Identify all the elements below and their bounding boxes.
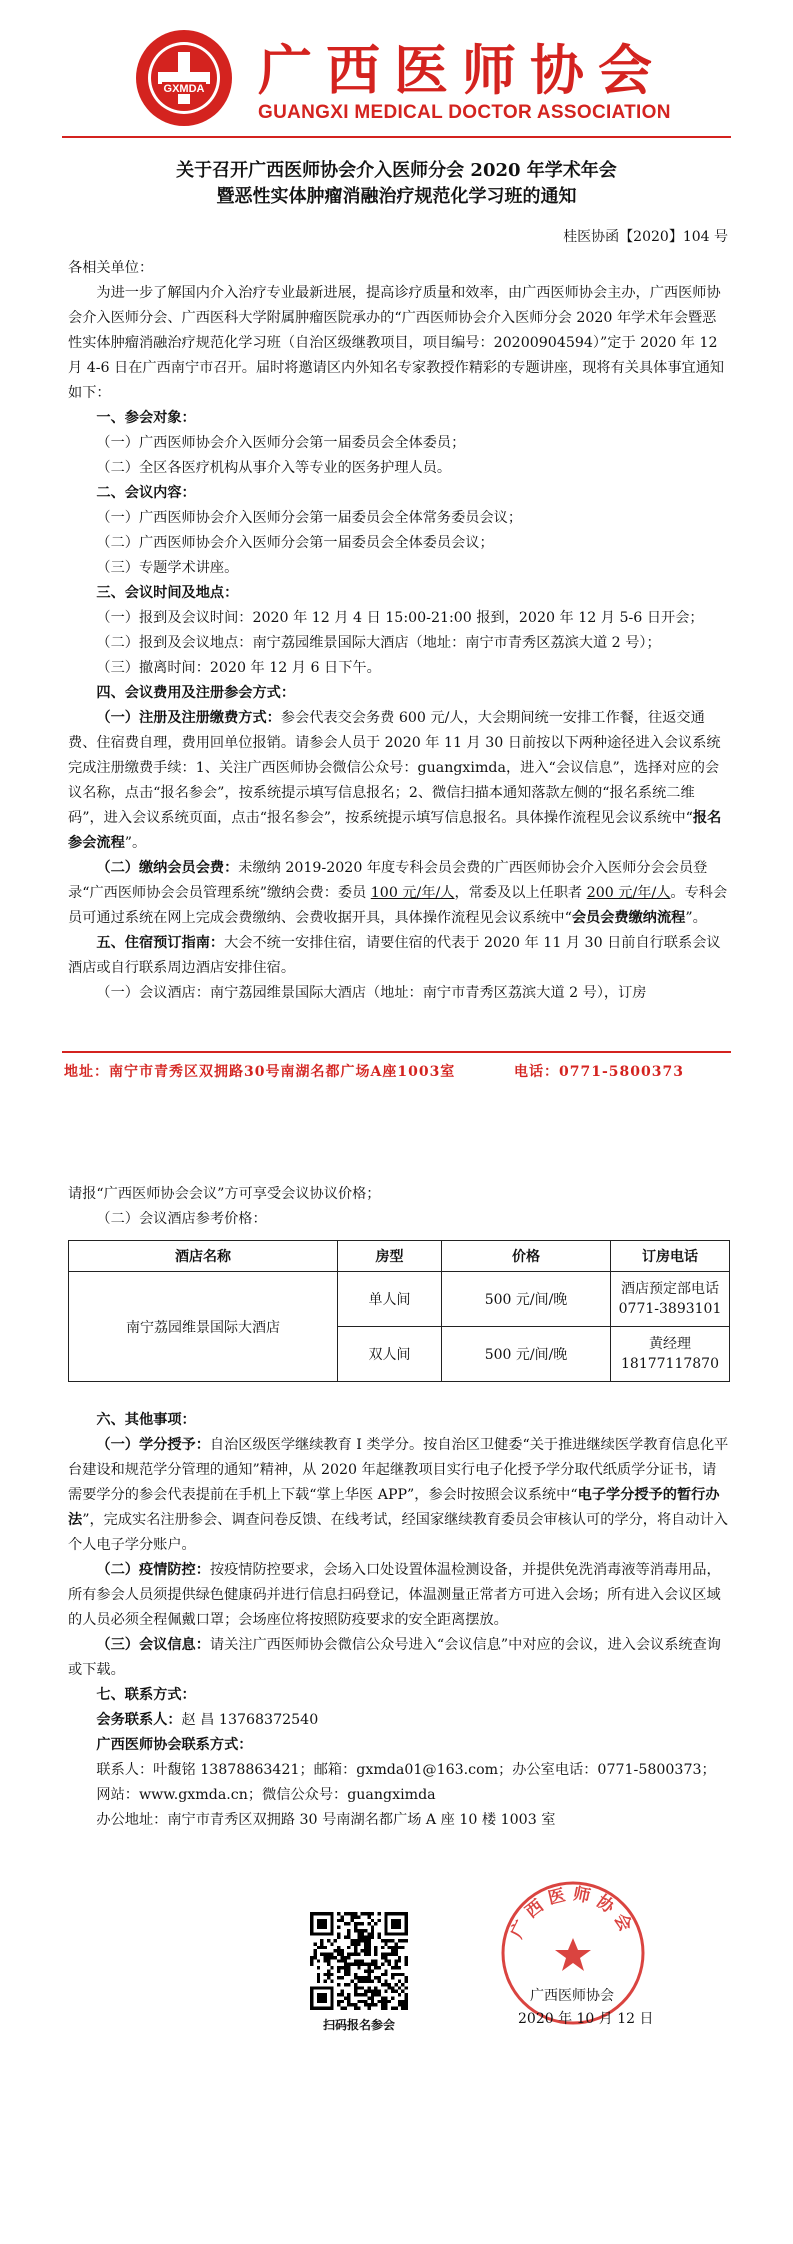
signature-org: 广西医师协会: [530, 1988, 614, 2004]
section-heading: 七、联系方式：: [96, 1687, 196, 1703]
membership-fee-paragraph: （二）缴纳会员会费：未缴纳 2019-2020 年度专科会员会费的广西医师协会介入医师分会会员登录“广西医师协会会员管理系统”缴纳会费：委员 100 元/年/人，常委及以上任职者 200 元/年/人。专科会员可通过系统在网上完成会费缴纳、会费收据开具，具体操作流程见会议系统中“会员会费缴纳流程”。: [68, 860, 728, 926]
hotel-price-table: [68, 1240, 730, 1382]
continued-text: 请报“广西医师协会会议”方可享受会议协议价格；: [68, 1186, 381, 1202]
meeting-info-paragraph: （三）会议信息：请关注广西医师协会微信公众号进入“会议信息”中对应的会议，进入会议系统查询或下载。: [68, 1637, 721, 1678]
accommodation-paragraph: 五、住宿预订指南：大会不统一安排住宿，请要住宿的代表于 2020 年 11 月 30 日前自行联系会议酒店或自行联系周边酒店安排住宿。: [68, 935, 721, 976]
section-heading: 六、其他事项：: [96, 1412, 196, 1428]
contact-line: 联系人：叶馥铭 13878863421；邮箱：gxmda01@163.com；办公室电话：0771-5800373；: [96, 1762, 716, 1778]
page-footer: [62, 1051, 731, 1087]
doc-title-line2: 暨恶性实体肿瘤消融治疗规范化学习班的通知: [216, 186, 577, 207]
list-item: （一）报到及会议时间：2020 年 12 月 4 日 15:00-21:00 报到，2020 年 12 月 5-6 日开会；: [96, 610, 704, 626]
contact-subheading: 广西医师协会联系方式：: [96, 1737, 253, 1753]
org-name-cn: 广西医师协会: [258, 38, 666, 102]
table-header-row: [69, 1241, 730, 1272]
paragraph-lead: （一）注册及注册缴费方式：: [96, 710, 281, 726]
list-item: （二）广西医师协会介入医师分会第一届委员会全体委员会议；: [96, 535, 494, 551]
list-item: （二）报到及会议地点：南宁荔园维景国际大酒店（地址：南宁市青秀区荔滨大道 2 号）；: [96, 635, 661, 651]
contact-line: 网站：www.gxmda.cn；微信公众号：guangximda: [96, 1787, 436, 1803]
seal-text: 广西医师协会: [507, 1884, 639, 1942]
list-item: （三）撤离时间：2020 年 12 月 6 日下午。: [96, 660, 381, 676]
paragraph-lead: 五、住宿预订指南：: [96, 935, 225, 951]
signature-date: 2020 年 10 月 12 日: [518, 2011, 654, 2027]
list-item: （二）全区各医疗机构从事介入等专业的医务护理人员。: [96, 460, 452, 476]
logo-text: GXMDA: [163, 83, 205, 95]
doc-number: 桂医协函【2020】104 号: [563, 229, 728, 245]
list-item: （三）专题学术讲座。: [96, 560, 239, 576]
list-item: （一）会议酒店：南宁荔园维景国际大酒店（地址：南宁市青秀区荔滨大道 2 号），订房: [96, 985, 647, 1001]
column-header: 价格: [442, 1241, 611, 1272]
notice-body-part3: [68, 1408, 730, 1833]
doc-title-line1: 关于召开广西医师协会介入医师分会 2020 年学术年会: [176, 160, 617, 181]
org-name-en: GUANGXI MEDICAL DOCTOR ASSOCIATION: [258, 102, 671, 123]
column-header: 酒店名称: [69, 1241, 338, 1272]
price-cell: 500 元/间/晚: [442, 1327, 611, 1382]
notice-body-part2: [68, 1182, 730, 1232]
phone-cell: 酒店预定部电话 0771-3893101: [611, 1272, 730, 1327]
column-header: 订房电话: [611, 1241, 730, 1272]
paragraph-lead: （二）疫情防控：: [96, 1562, 210, 1578]
registration-qr-code[interactable]: [310, 1912, 408, 2010]
list-item: （二）会议酒店参考价格：: [96, 1211, 267, 1227]
room-type-cell: 单人间: [338, 1272, 442, 1327]
list-item: （一）广西医师协会介入医师分会第一届委员会全体常务委员会议；: [96, 510, 523, 526]
contact-line: 会务联系人：赵 昌 13768372540: [96, 1712, 319, 1728]
footer-phone: 电话：0771-5800373: [514, 1064, 684, 1080]
letterhead: [118, 22, 678, 132]
contact-line: 办公地址：南宁市青秀区双拥路 30 号南湖名都广场 A 座 10 楼 1003 室: [96, 1812, 556, 1828]
room-type-cell: 双人间: [338, 1327, 442, 1382]
hotel-name-cell: 南宁荔园维景国际大酒店: [69, 1272, 338, 1382]
list-item: （一）广西医师协会介入医师分会第一届委员会全体委员；: [96, 435, 466, 451]
paragraph-lead: （三）会议信息：: [96, 1637, 210, 1653]
column-header: 房型: [338, 1241, 442, 1272]
svg-text:广西医师协会: [506, 1883, 639, 1942]
notice-body-part1: [68, 256, 730, 1006]
paragraph-lead: （二）缴纳会员会费：: [96, 860, 239, 876]
registration-paragraph: （一）注册及注册缴费方式：参会代表交会务费 600 元/人，大会期间统一安排工作餐，往返交通费、住宿费自理，费用回单位报销。请参会人员于 2020 年 11 月 30 日前按以下两种途径进入会议系统完成注册缴费手续：1、关注广西医师协会微信公众号：guangximda，进入“会议信息”，选择对应的会议名称，点击“报名参会”，按系统提示填写信息报名；2、微信扫描本通知落款左侧的“报名系统二维码”，进入会议系统页面，点击“报名参会”，按系统提示填写信息报名。具体操作流程见会议系统中“报名参会流程”。: [68, 710, 722, 851]
table-row: [69, 1272, 730, 1327]
header-divider: [62, 136, 731, 138]
phone-cell: 黄经理 18177117870: [611, 1327, 730, 1382]
section-heading: 二、会议内容：: [96, 485, 196, 501]
association-logo: [134, 28, 234, 128]
footer-address: 地址：南宁市青秀区双拥路30号南湖名都广场A座1003室: [64, 1064, 456, 1080]
section-heading: 一、参会对象：: [96, 410, 196, 426]
intro-paragraph: 为进一步了解国内介入治疗专业最新进展，提高诊疗质量和效率，由广西医师协会主办，广西医师协会介入医师分会、广西医科大学附属肿瘤医院承办的“广西医师协会介入医师分会 2020 年学术年会暨恶性实体肿瘤消融治疗规范化学习班（自治区级继教项目，项目编号：20200904594）”定于 2020 年 12 月 4-6 日在广西南宁市召开。届时将邀请区内外知名专家教授作精彩的专题讲座，现将有关具体事宜通知如下：: [68, 285, 725, 401]
official-seal: [498, 1878, 648, 2028]
section-heading: 三、会议时间及地点：: [96, 585, 239, 601]
paragraph-lead: （一）学分授予：: [96, 1437, 210, 1453]
credits-paragraph: （一）学分授予：自治区级医学继续教育 I 类学分。按自治区卫健委“关于推进继续医学教育信息化平台建设和规范学分管理的通知”精神，从 2020 年起继教项目实行电子化授予学分取代纸质学分证书，请需要学分的参会代表提前在手机上下载“掌上华医 APP”，参会时按照会议系统中“电子学分授予的暂行办法”，完成实名注册参会、调查问卷反馈、在线考试，经国家继续教育委员会审核认可的学分，将自动计入个人电子学分账户。: [68, 1437, 729, 1553]
salutation: 各相关单位：: [68, 260, 154, 276]
epidemic-paragraph: （二）疫情防控：按疫情防控要求，会场入口处设置体温检测设备，并提供免洗消毒液等消毒用品，所有参会人员须提供绿色健康码并进行信息扫码登记，体温测量正常者方可进入会场；所有进入会议区域的人员必须全程佩戴口罩；会场座位将按照防疫要求的安全距离摆放。: [68, 1562, 721, 1628]
section-heading: 四、会议费用及注册参会方式：: [96, 685, 296, 701]
qr-caption: 扫码报名参会: [322, 2018, 395, 2032]
price-cell: 500 元/间/晚: [442, 1272, 611, 1327]
